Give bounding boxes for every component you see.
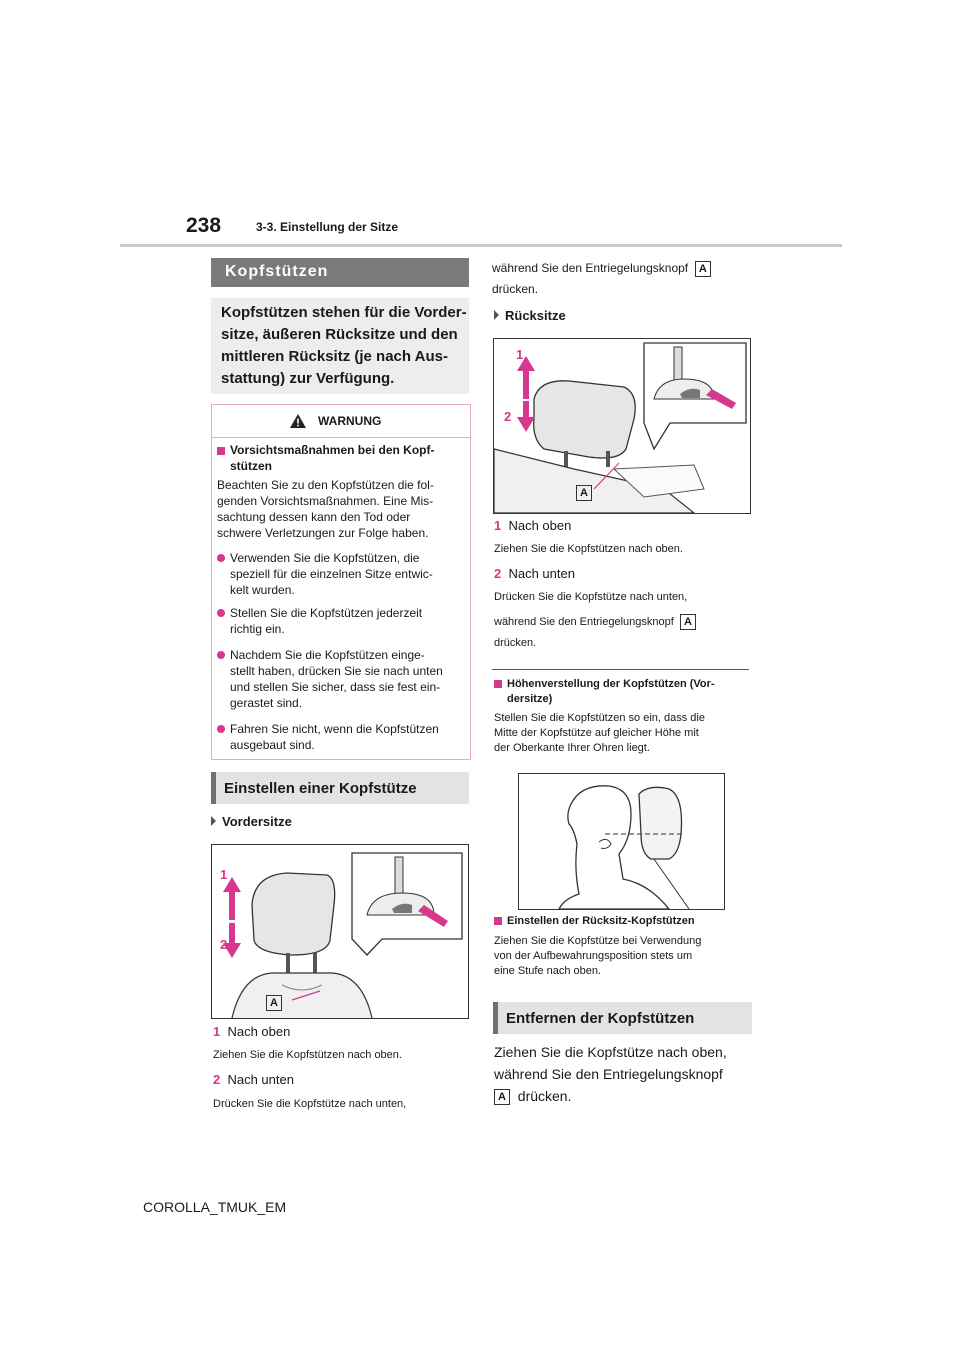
front-step-2: 2 Nach unten xyxy=(213,1072,294,1087)
figure-label-2: 2 xyxy=(504,409,512,424)
rear-step-1: 1 Nach oben xyxy=(494,518,572,533)
front-step-2-desc: Drücken Sie die Kopfstütze nach unten, xyxy=(213,1098,407,1110)
front-step-1: 1 Nach oben xyxy=(213,1024,291,1039)
warning-title: WARNUNG xyxy=(318,414,382,428)
triangle-bullet-icon xyxy=(211,816,216,826)
figure-label-1: 1 xyxy=(220,867,228,882)
bullet-dot-icon xyxy=(217,651,225,659)
rear-step-2: 2 Nach unten xyxy=(494,566,575,581)
intro-line: Kopfstützen stehen für die Vorder- xyxy=(221,304,467,321)
release-button-a-label: A xyxy=(494,1089,510,1105)
intro-box xyxy=(211,298,469,394)
rear-headrest-illustration xyxy=(494,339,750,513)
page-number: 238 xyxy=(186,214,222,237)
front-headrest-illustration xyxy=(212,845,468,1018)
bullet-dot-icon xyxy=(217,554,225,562)
intro-line: stattung) zur Verfügung. xyxy=(221,370,395,387)
front-step-1-desc: Ziehen Sie die Kopfstützen nach oben. xyxy=(213,1049,402,1061)
figure-label-1: 1 xyxy=(516,347,524,362)
figure-label-2: 2 xyxy=(220,937,228,952)
rear-step-2-line3: drücken. xyxy=(494,637,537,649)
bullet-dot-icon xyxy=(217,725,225,733)
release-button-a-label: A xyxy=(695,261,711,277)
warning-bullet: Fahren Sie nicht, wenn die Kopfstützen ausgebaut sind. xyxy=(217,721,439,753)
remove-text: Ziehen Sie die Kopfstütze nach oben, während Sie den Entriegelungsknopf A drücken. xyxy=(494,1044,727,1104)
head-height-figure xyxy=(518,773,725,910)
intro-line: mittleren Rücksitz (je nach Aus- xyxy=(221,348,448,365)
square-bullet-icon xyxy=(494,917,502,925)
intro-line: sitze, äußeren Rücksitze und den xyxy=(221,326,458,343)
adjust-section-header: Einstellen einer Kopfstütze xyxy=(211,772,469,804)
rear-headrest-figure xyxy=(493,338,751,514)
divider xyxy=(492,669,749,670)
warning-bullet: Nachdem Sie die Kopfstützen einge- stellt haben, drücken Sie sie nach unten und stellen Sie sicher, dass sie fest ein- gerastet sind. xyxy=(217,647,443,711)
kopfstuetzen-title: Kopfstützen xyxy=(211,258,469,287)
continuation-line: während Sie den Entriegelungsknopf A xyxy=(492,261,711,277)
figure-label-a: A xyxy=(576,485,592,501)
warning-body: Beachten Sie zu den Kopfstützen die fol- genden Vorsichtsmaßnahmen. Eine Mis- sachtung dessen kann den Tod oder schwere Verletzungen zur Folge haben. xyxy=(217,478,434,540)
rear-step-1-desc: Ziehen Sie die Kopfstützen nach oben. xyxy=(494,543,683,555)
rear-step-2-line2: während Sie den Entriegelungsknopf A xyxy=(494,614,696,630)
warning-bullet: Verwenden Sie die Kopfstützen, die speziell für die einzelnen Sitze entwic- kelt wurden. xyxy=(217,550,433,598)
continuation-line-2: drücken. xyxy=(492,282,539,296)
rear-seats-heading: Rücksitze xyxy=(494,308,566,323)
warning-bullet: Stellen Sie die Kopfstützen jederzeit richtig ein. xyxy=(217,605,422,637)
footer-model: COROLLA_TMUK_EM xyxy=(143,1199,287,1215)
warning-triangle-icon xyxy=(289,413,307,429)
triangle-bullet-icon xyxy=(494,310,499,320)
warning-box xyxy=(211,404,471,760)
rear-adjust-heading: Einstellen der Rücksitz-Kopfstützen xyxy=(494,915,695,927)
height-adjust-text: Stellen Sie die Kopfstützen so ein, dass die Mitte der Kopfstütze auf gleicher Höhe mit der Oberkante Ihrer Ohren liegt. xyxy=(494,712,705,754)
front-headrest-figure xyxy=(211,844,469,1019)
warning-header xyxy=(212,405,470,438)
front-seats-heading: Vordersitze xyxy=(211,814,292,829)
release-button-a-label: A xyxy=(680,614,696,630)
square-bullet-icon xyxy=(494,680,502,688)
header-rule xyxy=(120,244,842,247)
height-adjust-heading: Höhenverstellung der Kopfstützen (Vor- dersitze) xyxy=(494,677,715,707)
rear-adjust-text: Ziehen Sie die Kopfstütze bei Verwendung von der Aufbewahrungsposition stets um eine Stufe nach oben. xyxy=(494,935,702,977)
warning-subhead: Vorsichtsmaßnahmen bei den Kopf- stützen xyxy=(217,442,434,474)
remove-section-header: Entfernen der Kopfstützen xyxy=(493,1002,752,1034)
rear-step-2-desc: Drücken Sie die Kopfstütze nach unten, xyxy=(494,591,688,603)
square-bullet-icon xyxy=(217,447,225,455)
figure-label-a: A xyxy=(266,995,282,1011)
head-height-illustration xyxy=(519,774,724,909)
section-title: 3-3. Einstellung der Sitze xyxy=(256,220,399,234)
bullet-dot-icon xyxy=(217,609,225,617)
